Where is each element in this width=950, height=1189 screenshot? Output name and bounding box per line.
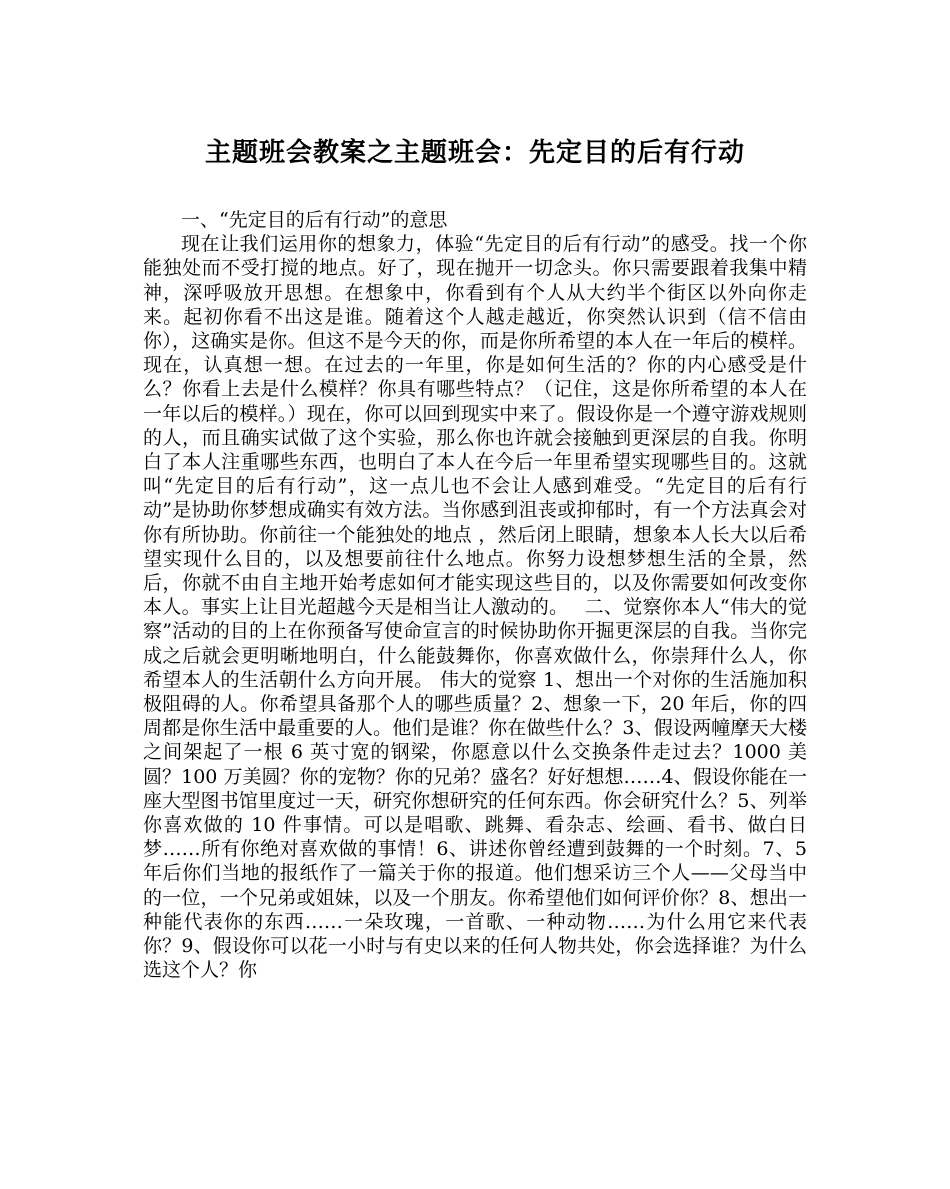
body-paragraph: 现在让我们运用你的想象力，体验“先定目的后有行动”的感受。找一个你能独处而不受打搅的地点。好了，现在抛开一切念头。你只需要跟着我集中精神，深呼吸放开思想。在想象中，你看到有个人从大约半个街区以外向你走来。起初你看不出这是谁。随着这个人越走越近，你突然认识到（信不信由你），这确实是你。但这不是今天的你，而是你所希望的本人在一年后的模样。现在，认真想一想。在过去的一年里，你是如何生活的？你的内心感受是什么？你看上去是什么模样？你具有哪些特点？（记住，这是你所希望的本人在一年以后的模样。）现在，你可以回到现实中来了。假设你是一个遵守游戏规则的人，而且确实试做了这个实验，那么你也许就会接触到更深层的自我。你明白了本人注重哪些东西，也明白了本人在今后一年里希望实现哪些目的。这就叫“先定目的后有行动”，这一点儿也不会让人感到难受。“先定目的后有行动”是协助你梦想成确实有效方法。当你感到沮丧或抑郁时，有一个方法真会对你有所协助。你前往一个能独处的地点 ，然后闭上眼睛，想象本人长大以后希望实现什么目的，以及想要前往什么地点。你努力设想梦想生活的全景，然后，你就不由自主地开始考虑如何才能实现这些目的，以及你需要如何改变你本人。事实上让目光超越今天是相当让人激动的。 二、觉察你本人“伟大的觉察”活动的目的上在你预备写使命宣言的时候协助你开掘更深层的自我。当你完成之后就会更明晰地明白，什么能鼓舞你，你喜欢做什么，你崇拜什么人，你希望本人的生活朝什么方向开展。 伟大的觉察 1、想出一个对你的生活施加积极阻碍的人。你希望具备那个人的哪些质量？2、想象一下，20 年后，你的四周都是你生活中最重要的人。他们是谁？你在做些什么？3、假设两幢摩天大楼之间架起了一根 6 英寸宽的钢梁，你愿意以什么交换条件走过去？1000 美圆？100 万美圆？你的宠物？你的兄弟？盛名？好好想想……4、假设你能在一座大型图书馆里度过一天，研究你想研究的任何东西。你会研究什么？5、列举你喜欢做的 10 件事情。可以是唱歌、跳舞、看杂志、绘画、看书、做白日梦……所有你绝对喜欢做的事情！6、讲述你曾经遭到鼓舞的一个时刻。7、5 年后你们当地的报纸作了一篇关于你的报道。他们想采访三个人——父母当中的一位，一个兄弟或姐妹，以及一个朋友。你希望他们如何评价你？8、想出一种能代表你的东西……一朵玫瑰，一首歌、一种动物……为什么用它来代表你？9、假设你可以花一小时与有史以来的任何人物共处，你会选择谁？为什么选这个人？你 bbox=[143, 233, 807, 982]
document-title: 主题班会教案之主题班会：先定目的后有行动 bbox=[204, 138, 745, 168]
section-heading: 一、“先定目的后有行动”的意思 bbox=[181, 209, 448, 231]
document-body bbox=[143, 208, 807, 983]
